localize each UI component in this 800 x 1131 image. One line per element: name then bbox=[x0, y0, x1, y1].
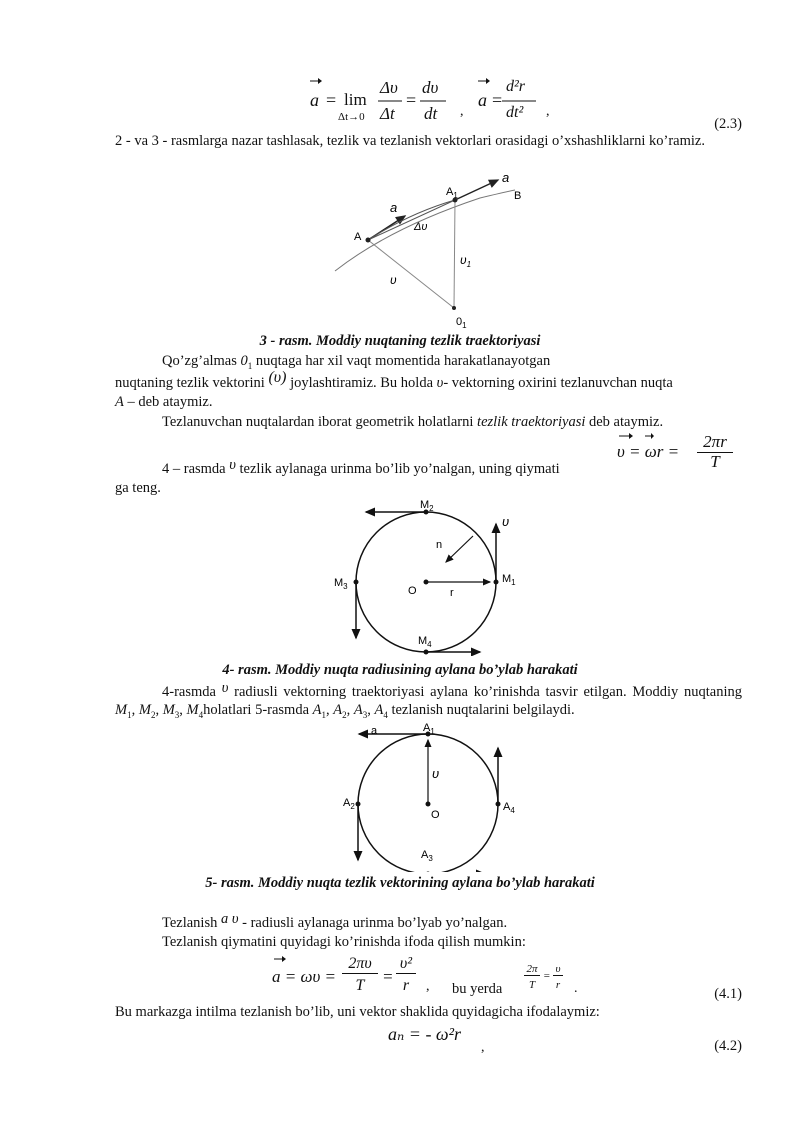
equals: = bbox=[382, 967, 394, 986]
label-B: B bbox=[514, 190, 522, 202]
label-A4: $A_4$ bbox=[503, 801, 515, 815]
var: M bbox=[115, 702, 128, 718]
text: Qo’zg’almas bbox=[162, 353, 241, 369]
sub: 2 bbox=[150, 709, 156, 720]
label-A1: $A_1$ bbox=[423, 722, 435, 736]
point-M4 bbox=[424, 650, 429, 655]
eq-denominator: dt² bbox=[506, 104, 524, 121]
text: - radiusli aylanaga urinma bo’lyab yo’nalgan. bbox=[238, 915, 508, 931]
eq-denominator: Δt bbox=[380, 104, 395, 123]
text: – deb ataymiz. bbox=[123, 394, 213, 410]
figure-3-velocity-trajectory bbox=[330, 168, 530, 330]
equation-4-1 bbox=[270, 955, 600, 1001]
eq-equals: = bbox=[326, 90, 337, 110]
text: nuqtaga har xil vaqt momentida harakatlanayotgan bbox=[252, 353, 551, 369]
figure-4-circular-motion bbox=[330, 496, 530, 656]
vector-arrowhead bbox=[486, 78, 490, 84]
sub: 3 bbox=[362, 709, 368, 720]
sub: 1 bbox=[127, 709, 132, 720]
var: A bbox=[115, 394, 124, 410]
label-A2: $A_2$ bbox=[343, 797, 355, 811]
var: M bbox=[186, 702, 199, 718]
text: - vektorning oxirini tezlanuvchan nuqta bbox=[443, 375, 673, 391]
label-M4: $M_4$ bbox=[418, 635, 432, 649]
label-O: O bbox=[408, 585, 417, 597]
var: A bbox=[312, 702, 322, 718]
paragraph-line: ga teng. bbox=[115, 480, 161, 496]
vector-arrowhead bbox=[318, 78, 322, 84]
velocity-vector-v bbox=[368, 240, 454, 308]
paragraph-line bbox=[162, 911, 762, 932]
symbol: υ bbox=[229, 457, 236, 473]
var: A bbox=[374, 702, 384, 718]
point-A4 bbox=[496, 802, 501, 807]
label-M1: $M_1$ bbox=[502, 573, 516, 587]
sub: 3 bbox=[174, 709, 180, 720]
label-r: r bbox=[450, 587, 454, 599]
var: A bbox=[333, 702, 343, 718]
sub: 4 bbox=[383, 709, 388, 720]
point-01 bbox=[452, 306, 456, 310]
eq-lim-sub: Δt→0 bbox=[338, 111, 365, 123]
equation-number: (2.3) bbox=[714, 116, 742, 132]
paragraph-line: Bu markazga intilma tezlanish bo’lib, uni vektor shaklida quyidagicha ifodalaymiz: bbox=[115, 1004, 600, 1020]
text: joylashtiramiz. Bu holda bbox=[286, 375, 437, 391]
sub: 2 bbox=[342, 709, 347, 720]
formula-lhs: a = ωυ = bbox=[272, 967, 336, 986]
text: 4-rasmda bbox=[162, 684, 222, 700]
figure-3-caption: 3 - rasm. Moddiy nuqtaning tezlik traektoriyasi bbox=[259, 333, 541, 349]
eq-comma: , bbox=[481, 1040, 485, 1055]
fraction-numerator: υ bbox=[553, 963, 563, 976]
text: nuqtaning tezlik vektorini bbox=[115, 375, 269, 391]
eq-symbol-a: a bbox=[310, 90, 319, 110]
eq-comma: , bbox=[546, 104, 550, 119]
equation-number: (4.1) bbox=[714, 986, 742, 1002]
label-a: a bbox=[390, 200, 398, 215]
point-M3 bbox=[354, 580, 359, 585]
fraction-denominator: T bbox=[355, 977, 365, 994]
center-O bbox=[426, 802, 431, 807]
paragraph: 2 - va 3 - rasmlarga nazar tashlasak, tezlik va tezlanish vektorlari orasidagi o’xshashliklarni ko’ramiz. bbox=[115, 133, 705, 149]
text: Tezlanuvchan nuqtalardan iborat geometrik holatlarni bbox=[162, 414, 478, 430]
fraction-numerator: 2πr bbox=[697, 432, 733, 453]
fraction-numerator: 2π bbox=[524, 963, 540, 976]
paragraph-line: Tezlanish qiymatini quyidagi ko’rinishda ifoda qilish mumkin: bbox=[162, 934, 526, 950]
delta-v-chord bbox=[368, 200, 455, 240]
fraction-numerator: υ² bbox=[396, 955, 416, 974]
label-a: a bbox=[371, 725, 378, 737]
center-O bbox=[424, 580, 429, 585]
text: holatlari 5-rasmda bbox=[203, 702, 313, 718]
eq-numerator: Δυ bbox=[380, 78, 398, 97]
label-a: a bbox=[502, 170, 510, 185]
text: Tezlanish bbox=[162, 915, 221, 931]
normal-vector-n bbox=[446, 536, 473, 562]
figure-5-velocity-vector-circle bbox=[335, 722, 525, 872]
paragraph-line bbox=[162, 352, 762, 375]
vector-arrow bbox=[615, 432, 655, 442]
velocity-vector-v1 bbox=[454, 200, 455, 308]
fraction-denominator: T bbox=[528, 979, 536, 991]
equation-4-2: aₙ = - ω²r bbox=[388, 1024, 462, 1044]
eq-denominator: dt bbox=[424, 104, 438, 123]
fraction-numerator: 2πυ bbox=[342, 955, 378, 974]
label-v: υ bbox=[390, 273, 397, 287]
label-v1: $\upsilon_1$ bbox=[460, 253, 472, 269]
label-n: n bbox=[436, 539, 443, 551]
eq-symbol-a: a bbox=[478, 90, 487, 110]
label-M3: $M_3$ bbox=[334, 577, 348, 591]
label-01: $0_1$ bbox=[456, 316, 467, 330]
fraction-denominator: r bbox=[402, 977, 410, 994]
point-A bbox=[366, 238, 371, 243]
vector-arrow bbox=[270, 955, 290, 965]
var: A bbox=[353, 702, 363, 718]
equation-2-3 bbox=[300, 78, 560, 126]
point-A2 bbox=[356, 802, 361, 807]
eq-equals: = bbox=[406, 90, 417, 110]
text: tezlik aylanaga urinma bo’lib yo’nalgan, uning qiymati bbox=[235, 461, 560, 477]
period: . bbox=[574, 981, 578, 996]
eq-equals: = bbox=[492, 90, 503, 110]
paragraph-line bbox=[162, 457, 632, 478]
figure-4-caption: 4- rasm. Moddiy nuqta radiusining aylana bo’ylab harakati bbox=[222, 662, 578, 678]
formula-lhs: υ = ωr = bbox=[617, 442, 680, 461]
paragraph: 4-rasmda υ radiusli vektorning traektoriyasi aylana ko’rinishda tasvir etilgan. Moddiy nuqtaning $M_1$, $M_2$, $M_3$, $M_4holatlari$ 5-rasmda $A_1$, $A_2$, $A_3$, $A_4$ tezlanish nuqtalarini belgilaydi. bbox=[115, 680, 742, 720]
eq-lim: lim bbox=[344, 90, 367, 109]
label-A: A bbox=[354, 231, 362, 243]
label-v: υ bbox=[432, 766, 440, 781]
text: tezlanish nuqtalarini belgilaydi. bbox=[387, 702, 575, 718]
text: radiusli vektorning traektoriyasi aylana ko’rinishda tasvir etilgan. Moddiy nuqtaning bbox=[228, 684, 742, 700]
point-M1 bbox=[494, 580, 499, 585]
symbol: υ bbox=[436, 375, 444, 391]
var: 0 bbox=[240, 353, 248, 369]
paragraph-line bbox=[115, 393, 745, 411]
figure-5-caption: 5- rasm. Moddiy nuqta tezlik vektorining aylana bo’ylab harakati bbox=[205, 875, 595, 891]
var: M bbox=[138, 702, 151, 718]
sub: 1 bbox=[247, 360, 253, 371]
fraction-denominator: T bbox=[710, 452, 720, 471]
label-delta-v: Δυ bbox=[414, 221, 428, 233]
paragraph-line bbox=[115, 369, 745, 392]
fraction-denominator: r bbox=[555, 979, 561, 991]
acceleration-vector-a1 bbox=[455, 180, 498, 200]
sub: 1 bbox=[321, 709, 326, 720]
text: deb ataymiz. bbox=[585, 414, 664, 430]
symbol: (υ) bbox=[268, 369, 287, 386]
equation-number: (4.2) bbox=[714, 1038, 742, 1054]
text: 4 – rasmda bbox=[162, 461, 230, 477]
sub: 4 bbox=[198, 709, 204, 720]
eq-numerator: dυ bbox=[422, 78, 439, 97]
symbol: υ bbox=[221, 680, 229, 696]
label-A3: $A_3$ bbox=[421, 849, 433, 863]
label-A1: $A_1$ bbox=[446, 186, 458, 200]
equals: = bbox=[543, 970, 551, 982]
point-A3 bbox=[426, 872, 431, 873]
italic-term: tezlik traektoriyasi bbox=[477, 414, 586, 430]
comma: , bbox=[426, 979, 430, 994]
eq-numerator: d²r bbox=[506, 78, 526, 95]
eq-comma: , bbox=[460, 104, 464, 119]
label-M2: $M_2$ bbox=[420, 499, 434, 513]
velocity-formula bbox=[615, 432, 735, 472]
label-O: O bbox=[431, 809, 440, 821]
text: bu yerda bbox=[452, 981, 503, 997]
var: M bbox=[162, 702, 175, 718]
label-v: υ bbox=[502, 514, 510, 529]
paragraph-line bbox=[162, 413, 762, 431]
symbol: a υ bbox=[220, 911, 239, 927]
